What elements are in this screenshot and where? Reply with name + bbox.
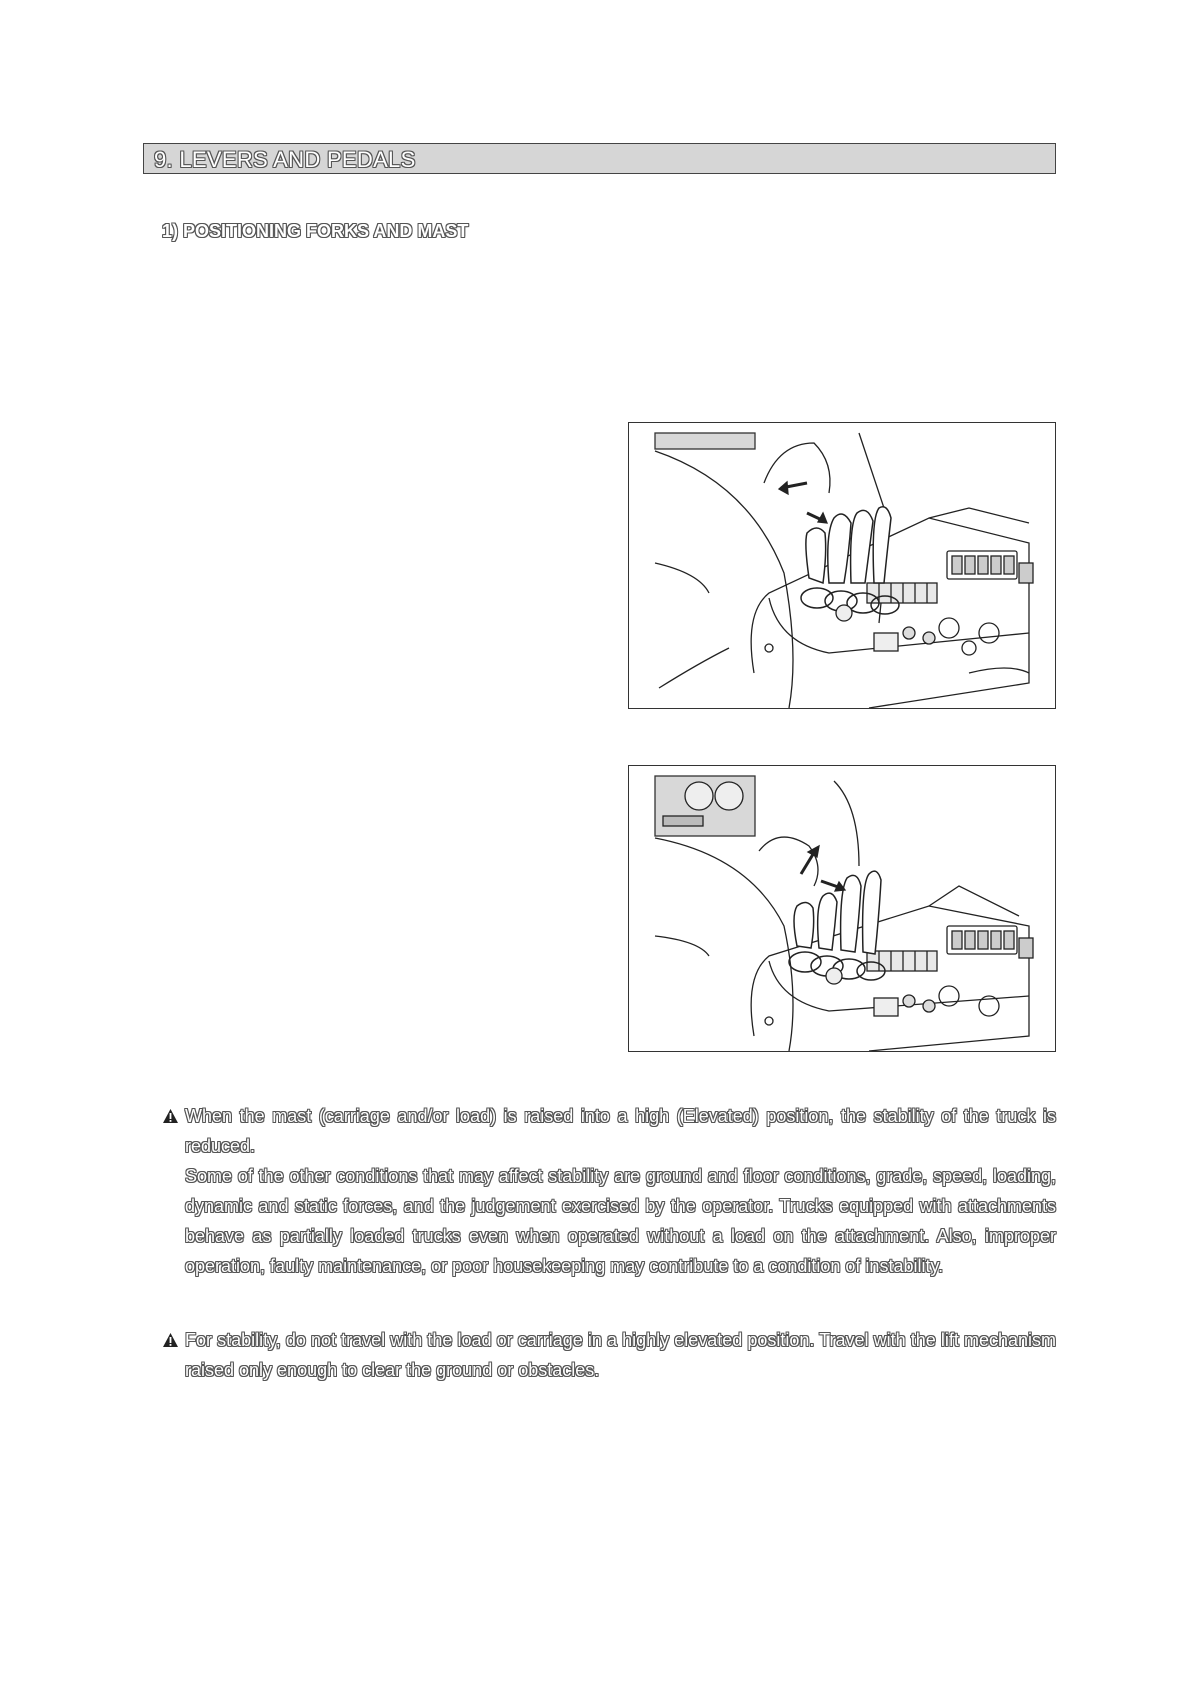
figure-levers-1	[628, 422, 1056, 709]
warning-block-1	[162, 1101, 1056, 1281]
lever-console-illustration	[629, 766, 1055, 1051]
subsection-title: 1) POSITIONING FORKS AND MAST	[162, 221, 469, 241]
section-header-bar	[143, 143, 1056, 174]
warning-2-paragraph-1: For stability, do not travel with the load or carriage in a highly elevated position. Travel with the lift mechanism raised only enough to clear the ground or obstacles.	[185, 1330, 1056, 1380]
warning-1-paragraph-1: When the mast (carriage and/or load) is raised into a high (Elevated) position, the stability of the truck is reduced.	[185, 1106, 1056, 1156]
warning-1-paragraph-2: Some of the other conditions that may affect stability are ground and floor conditions, grade, speed, loading, dynamic and static forces, and the judgement exercised by the operator. Trucks equipped with attachments behave as partially loaded trucks even when operated without a load on the attachment. Also, improper operation, faulty maintenance, or poor housekeeping may contribute to a condition of instability.	[185, 1166, 1056, 1276]
section-title: 9. LEVERS AND PEDALS	[154, 147, 416, 172]
figure-levers-2	[628, 765, 1056, 1052]
warning-triangle-icon	[162, 1108, 179, 1124]
warning-block-2	[162, 1325, 1056, 1385]
lever-console-illustration	[629, 423, 1055, 708]
warning-triangle-icon	[162, 1332, 179, 1348]
